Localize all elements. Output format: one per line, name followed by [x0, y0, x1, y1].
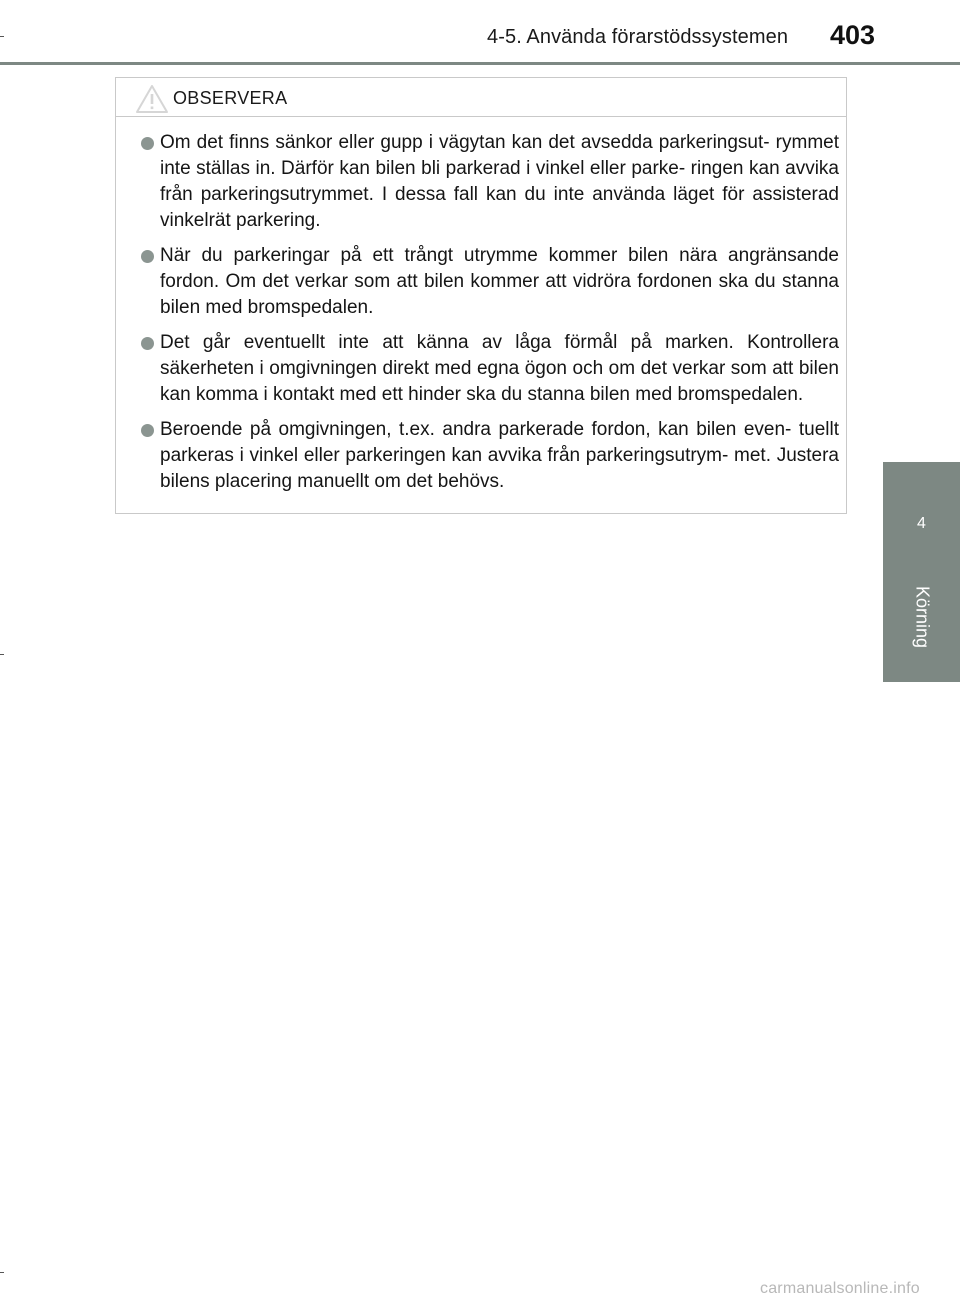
caution-item-text: Det går eventuellt inte att känna av låga förmål på marken. Kontrollera säkerheten i omgivningen direkt med egna ögon och om det verkar som att bilen kan komma i kontakt med ett hinder ska du stanna bilen med bromspedalen.	[160, 332, 839, 405]
crop-mark	[0, 36, 4, 37]
bullet-icon	[141, 424, 154, 437]
caution-item	[141, 130, 839, 234]
chapter-tab	[883, 462, 960, 682]
caution-item	[141, 330, 839, 408]
caution-item	[141, 417, 839, 495]
caution-title: OBSERVERA	[173, 88, 288, 108]
bullet-icon	[141, 337, 154, 350]
bullet-icon	[141, 250, 154, 263]
header-rule	[0, 62, 960, 65]
caution-item-text: Om det finns sänkor eller gupp i vägytan kan det avsedda parkeringsut- rymmet inte ställas in. Därför kan bilen bli parkerad i vinkel eller parke- ringen kan avvika från parkeringsutrymmet. I dessa fall kan du inte använda läget för assisterad vinkelrät parkering.	[160, 132, 839, 231]
page-number: 403	[830, 20, 876, 50]
chapter-number: 4	[917, 515, 926, 532]
caution-header	[116, 78, 846, 117]
watermark: carmanualsonline.info	[760, 1280, 920, 1297]
warning-triangle-icon	[135, 84, 169, 114]
caution-item-text: Beroende på omgivningen, t.ex. andra parkerade fordon, kan bilen even- tuellt parkeras i vinkel eller parkeringen kan avvika från parkeringsutrym- met. Justera bilens placering manuellt om det behövs.	[160, 419, 839, 492]
chapter-label: Körning	[912, 585, 932, 649]
bullet-icon	[141, 137, 154, 150]
crop-mark	[0, 1272, 4, 1273]
caution-box	[115, 77, 847, 514]
section-title: 4-5. Använda förarstödssystemen	[487, 26, 789, 48]
caution-item-text: När du parkeringar på ett trångt utrymme kommer bilen nära angränsande fordon. Om det verkar som att bilen kommer att vidröra fordonen ska du stanna bilen med bromspedalen.	[160, 245, 839, 318]
caution-list	[141, 130, 839, 504]
crop-mark	[0, 654, 4, 655]
caution-item	[141, 243, 839, 321]
